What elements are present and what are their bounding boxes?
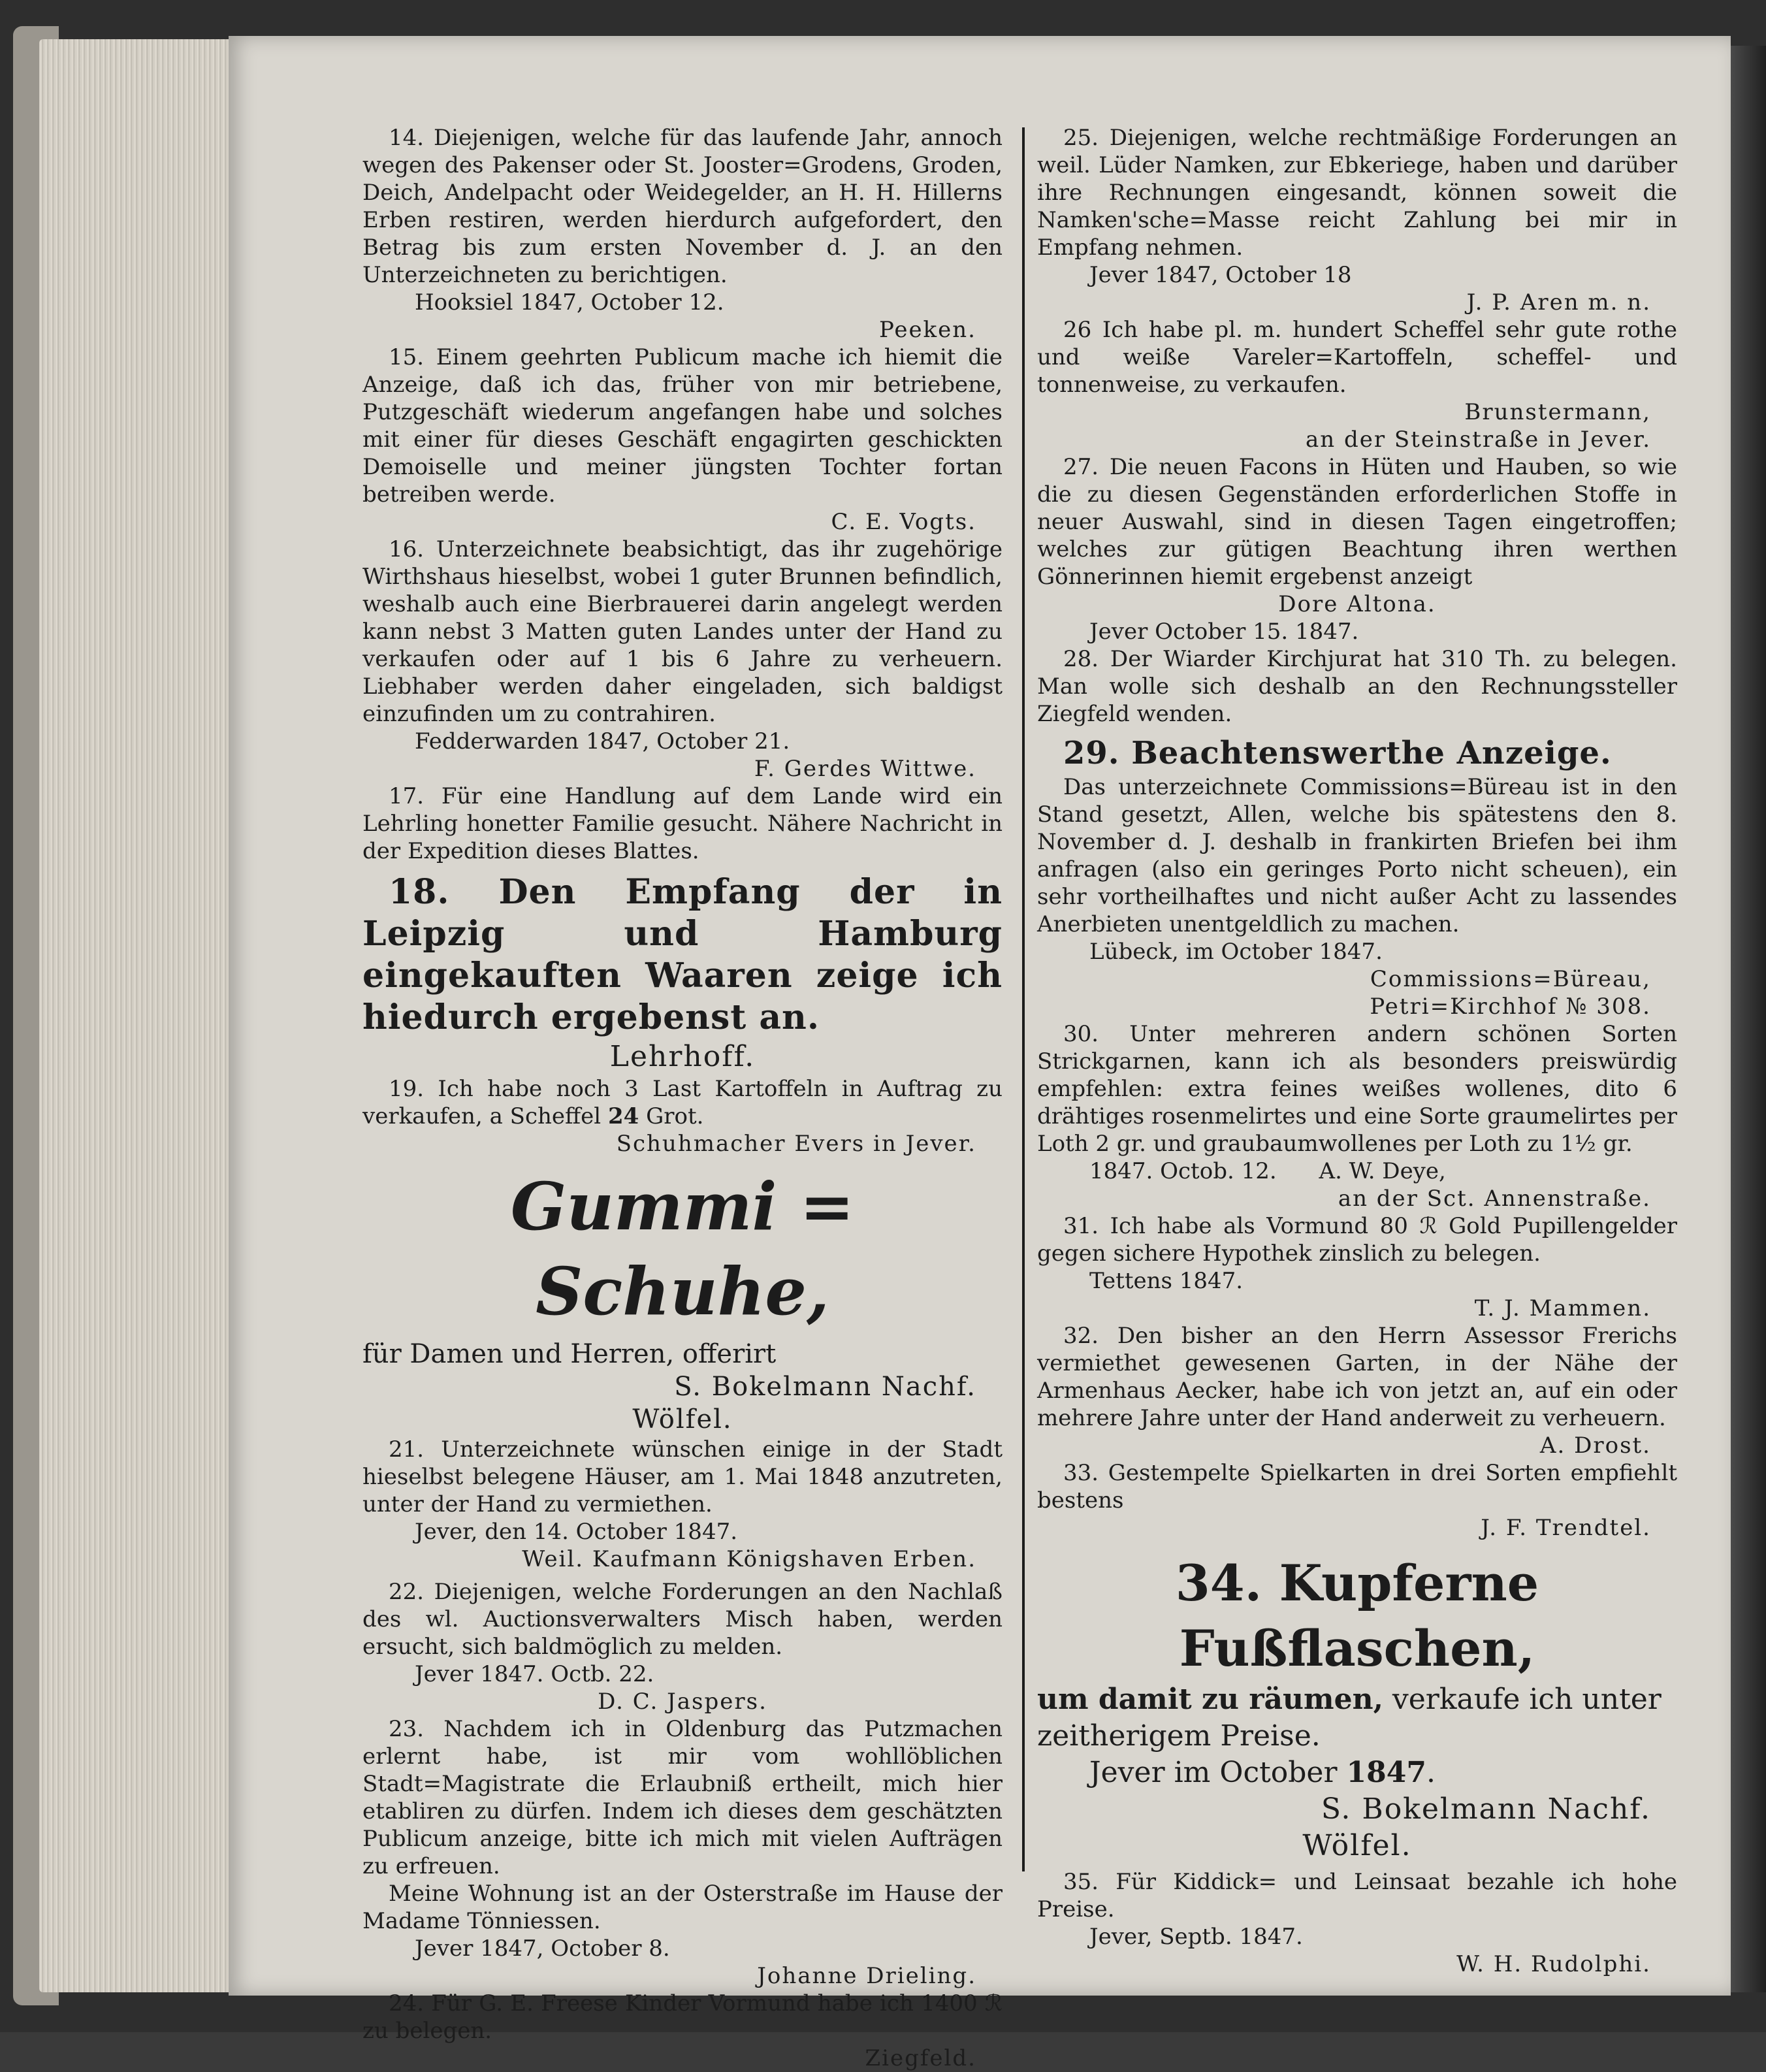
notice-signature: Commissions=Büreau,	[1370, 966, 1651, 992]
notice-text: 23. Nachdem ich in Oldenburg das Putzmachen erlernt habe, ist mir vom wohllöblichen Stadt=Magistrate die Erlaubniß ertheilt, mich hier etabliren zu dürfen. Indem ich dieses dem geschätzten Publicum anzeige, bitte ich mich mit vielen Aufträgen zu erfreuen.	[362, 1716, 1003, 1879]
notice-dateline: Jever 1847, October 8.	[415, 1935, 670, 1962]
notice-signature: C. E. Vogts.	[831, 509, 976, 535]
notice-text: 17. Für eine Handlung auf dem Lande wird ein Lehrling honetter Familie gesucht. Nähere Nachricht in der Expedition dieses Blattes.	[362, 783, 1003, 864]
notice-dateline: Jever, den 14. October 1847.	[415, 1519, 738, 1545]
notice-dateline	[1037, 1157, 1677, 1185]
notice-21	[362, 1436, 1003, 1573]
notice-text	[1037, 1681, 1677, 1755]
notice-text: 21. Unterzeichnete wünschen einige in der Stadt hieselbst belegene Häuser, am 1. Mai 1848 anzutreten, unter der Hand zu vermiethen.	[362, 1436, 1003, 1517]
notice-text: 32. Den bisher an den Herrn Assessor Frerichs vermiethet gewesenen Garten, in der Nähe der Armenhaus Aecker, habe ich von jetzt an, auf ein oder mehrere Jahre unter der Hand anderweit zu verheuern.	[1037, 1323, 1677, 1431]
notice-signature: Johanne Drieling.	[757, 1963, 976, 1989]
notice-15	[362, 344, 1003, 536]
year-value: 1847	[1346, 1756, 1426, 1789]
notice-20	[362, 1164, 1003, 1436]
notice-text: 30. Unter mehreren andern schönen Sorten Strickgarnen, kann ich als besonders preiswürdig empfehlen: extra feines weißes wollenes, dito 6 drähtiges rosenmelirtes und eine Sorte graumelirtes per Loth 2 gr. und graubaumwollenes per Loth zu 1½ gr.	[1037, 1021, 1677, 1157]
notice-24	[362, 1990, 1003, 2072]
notice-25	[1037, 124, 1677, 316]
notice-signature: F. Gerdes Wittwe.	[754, 756, 976, 782]
notice-signature: S. Bokelmann Nachf.	[1321, 1792, 1651, 1826]
notice-22	[362, 1578, 1003, 1715]
notice-signature: Petri=Kirchhof № 308.	[1370, 994, 1651, 1020]
notice-28	[1037, 645, 1677, 728]
notice-dateline: Fedderwarden 1847, October 21.	[415, 728, 790, 754]
notice-signature: Peeken.	[878, 317, 976, 343]
notice-text: Meine Wohnung ist an der Osterstraße im Hause der Madame Tönniessen.	[362, 1881, 1003, 1934]
notice-32	[1037, 1322, 1677, 1459]
notice-signature: Dore Altona.	[1278, 591, 1436, 617]
notice-dateline: Jever October 15. 1847.	[1089, 619, 1359, 645]
notice-number: 29.	[1063, 735, 1120, 771]
notice-text-part: Grot.	[646, 1103, 704, 1129]
dateline-text: Jever im October	[1089, 1756, 1338, 1789]
notice-text: 15. Einem geehrten Publicum mache ich hiemit die Anzeige, daß ich das, früher von mir betriebene, Putzgeschäft wiederum angefangen habe und solches mit einer für dieses Geschäft engagirten geschickten Demoiselle und meiner jüngsten Tochter fortan betreiben werde.	[362, 344, 1003, 508]
notice-31	[1037, 1212, 1677, 1322]
notice-18	[362, 871, 1003, 1075]
notice-text: 31. Ich habe als Vormund 80 ℛ Gold Pupillengelder gegen sichere Hypothek zinslich zu belegen.	[1037, 1213, 1677, 1267]
notice-signature: Brunstermann,	[1464, 399, 1651, 425]
notice-text: 16. Unterzeichnete beabsichtigt, das ihr zugehörige Wirthshaus hieselbst, wobei 1 guter Brunnen befindlich, weshalb auch eine Bierbrauerei darin angelegt werden kann nebst 3 Matten guten Landes unter der Hand zu verkaufen oder auf 1 bis 6 Jahre zu verheuern. Liebhaber werden daher eingeladen, sich baldigst einzufinden um zu contrahiren.	[362, 536, 1003, 727]
notice-dateline: Hooksiel 1847, October 12.	[415, 289, 724, 316]
advert-headline: 34. Kupferne Fußflaschen,	[1175, 1554, 1539, 1677]
book-page-edges	[39, 39, 235, 1992]
column-divider	[1022, 127, 1025, 1871]
notice-26	[1037, 316, 1677, 453]
notice-text: 35. Für Kiddick= und Leinsaat bezahle ich hohe Preise.	[1037, 1869, 1677, 1922]
notice-23	[362, 1715, 1003, 1990]
notice-signature: an der Sct. Annenstraße.	[1338, 1186, 1651, 1212]
notice-signature: Weil. Kaufmann Königshaven Erben.	[522, 1546, 976, 1572]
notice-text	[362, 1075, 1003, 1130]
notice-text: 14. Diejenigen, welche für das laufende Jahr, annoch wegen des Pakenser oder St. Jooster=Grodens, Groden, Deich, Andelpacht oder Weidegelder, an H. H. Hillerns Erben restiren, werden hierdurch aufgefordert, den Betrag bis zum ersten November d. J. an den Unterzeichneten zu berichtigen.	[362, 125, 1003, 288]
price-value: 24	[607, 1103, 639, 1129]
notice-signature: S. Bokelmann Nachf.	[674, 1372, 976, 1402]
notice-dateline: Lübeck, im October 1847.	[1089, 939, 1383, 965]
notice-signature: an der Steinstraße in Jever.	[1305, 427, 1651, 453]
notice-33	[1037, 1459, 1677, 1542]
notice-dateline: Jever 1847. Octb. 22.	[415, 1661, 654, 1687]
notice-text-part: verkaufe ich unter zeitherigem Preise.	[1037, 1683, 1662, 1753]
notice-text: 24. Für G. E. Freese Kinder Vormund habe ich 1400 ℛ zu belegen.	[362, 1990, 1003, 2044]
notice-text: 26 Ich habe pl. m. hundert Scheffel sehr gute rothe und weiße Vareler=Kartoffeln, scheffel- und tonnenweise, zu verkaufen.	[1037, 317, 1677, 398]
notice-16	[362, 536, 1003, 783]
notice-signature: Ziegfeld.	[865, 2045, 976, 2071]
notice-text: 25. Diejenigen, welche rechtmäßige Forderungen an weil. Lüder Namken, zur Ebkeriege, haben und darüber ihre Rechnungen eingesandt, können soweit die Namken'sche=Masse reicht Zahlung bei mir in Empfang nehmen.	[1037, 125, 1677, 261]
notice-14	[362, 124, 1003, 344]
notice-signature: Schuhmacher Evers in Jever.	[616, 1131, 976, 1157]
notice-17	[362, 783, 1003, 865]
dateline-dot: .	[1426, 1756, 1436, 1789]
notice-signature: A. Drost.	[1539, 1433, 1651, 1459]
notice-signature: J. P. Aren m. n.	[1466, 289, 1651, 316]
notice-signature: J. F. Trendtel.	[1481, 1515, 1651, 1541]
notice-34	[1037, 1551, 1677, 1864]
notice-signature: A. W. Deye,	[1319, 1158, 1446, 1184]
left-column	[362, 124, 1003, 2072]
notice-signature: T. J. Mammen.	[1474, 1295, 1651, 1321]
notice-30	[1037, 1020, 1677, 1212]
notice-19	[362, 1075, 1003, 1157]
notice-dateline: Tettens 1847.	[1089, 1268, 1244, 1294]
notice-dateline: Jever 1847, October 18	[1089, 262, 1352, 288]
notice-text-part: 19. Ich habe noch 3 Last Kartoffeln in Auftrag zu verkaufen, a Scheffel	[362, 1076, 1003, 1129]
notice-text: für Damen und Herren, offerirt	[362, 1339, 777, 1369]
notice-signature: D. C. Jaspers.	[598, 1689, 767, 1715]
notice-text: 28. Der Wiarder Kirchjurat hat 310 Th. zu belegen. Man wolle sich deshalb an den Rechnungssteller Ziegfeld wenden.	[1037, 646, 1677, 727]
notice-text: 27. Die neuen Facons in Hüten und Hauben, so wie die zu diesen Gegenständen erforderlichen Stoffe in neuer Auswahl, sind in diesen Tagen eingetroffen; welches zur gütigen Beachtung ihren werthen Gönnerinnen hiemit ergebenst anzeigt	[1037, 454, 1677, 590]
notice-dateline	[1037, 1755, 1677, 1791]
notice-29	[1037, 733, 1677, 1020]
right-column	[1037, 124, 1677, 1978]
notice-dateline: Jever, Septb. 1847.	[1089, 1924, 1303, 1950]
notice-text: 33. Gestempelte Spielkarten in drei Sorten empfiehlt bestens	[1037, 1460, 1677, 1514]
notice-35	[1037, 1868, 1677, 1978]
notice-text: Das unterzeichnete Commissions=Büreau ist in den Stand gesetzt, Allen, welche bis spätestens den 8. November d. J. deshalb in frankirten Briefen bei ihm anfragen (also ein geringes Porto nicht scheuen), ein sehr vortheilhaftes und nicht außer Acht zu lassendes Anerbieten unentgeldlich zu machen.	[1037, 774, 1677, 937]
headline-text: Beachtenswerthe Anzeige.	[1131, 735, 1612, 771]
notice-headline-text: 18. Den Empfang der in Leipzig und Hamburg eingekauften Waaren zeige ich hiedurch ergebenst an.	[362, 872, 1003, 1037]
dateline-text: 1847. Octob. 12.	[1089, 1158, 1277, 1184]
notice-signature: Wölfel.	[1302, 1829, 1412, 1862]
emphasis-text: um damit zu räumen,	[1037, 1683, 1383, 1716]
notice-signature: W. H. Rudolphi.	[1456, 1951, 1651, 1977]
notice-27	[1037, 453, 1677, 645]
notice-signature: Wölfel.	[632, 1404, 733, 1434]
notice-text: 22. Diejenigen, welche Forderungen an den Nachlaß des wl. Auctionsverwalters Misch haben, werden ersucht, sich baldmöglich zu melden.	[362, 1579, 1003, 1660]
notice-signature: Lehrhoff.	[609, 1040, 756, 1073]
book-right-edge	[1731, 46, 1766, 1992]
advert-headline	[1037, 733, 1677, 773]
advert-headline: Gummi = Schuhe,	[510, 1168, 855, 1330]
